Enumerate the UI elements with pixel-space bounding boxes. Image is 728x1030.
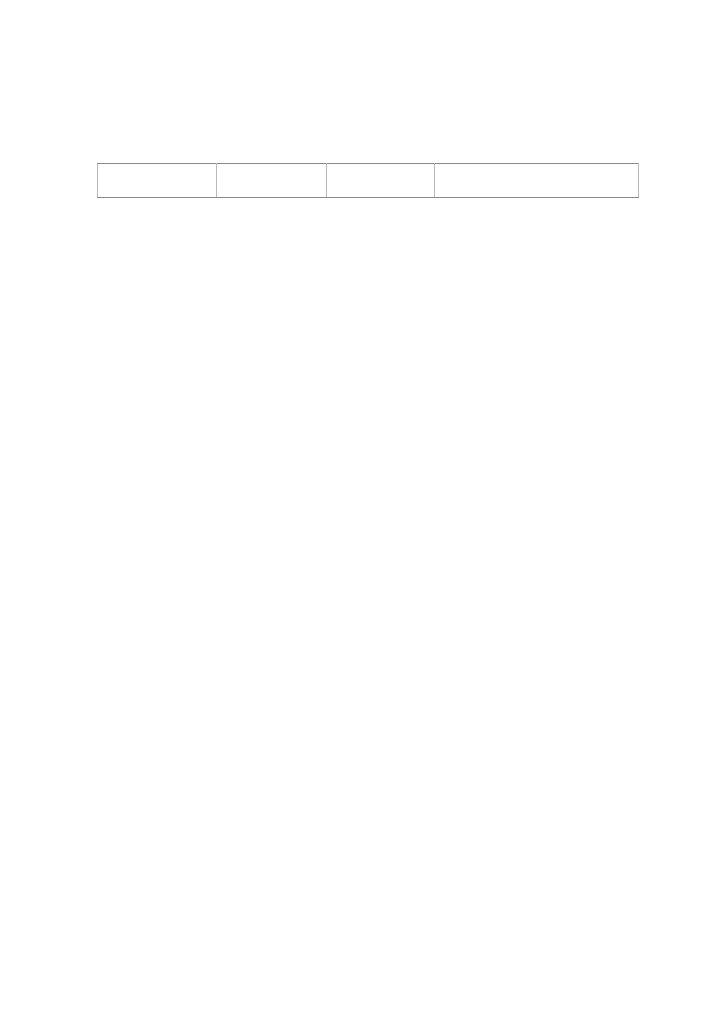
- decorative-border-bottom: [26, 982, 708, 1006]
- decorative-border-top: [26, 22, 708, 46]
- decorative-border-left: [24, 46, 48, 982]
- header-nombres: [217, 164, 327, 198]
- header-apellidos: [98, 164, 217, 198]
- decorative-border-right: [683, 46, 707, 982]
- directory-table-container: [97, 163, 638, 198]
- header-telefonos: [327, 164, 435, 198]
- page-title: [150, 90, 590, 134]
- header-correo: [435, 164, 639, 198]
- directory-table: [97, 163, 639, 198]
- table-header-row: [98, 164, 639, 198]
